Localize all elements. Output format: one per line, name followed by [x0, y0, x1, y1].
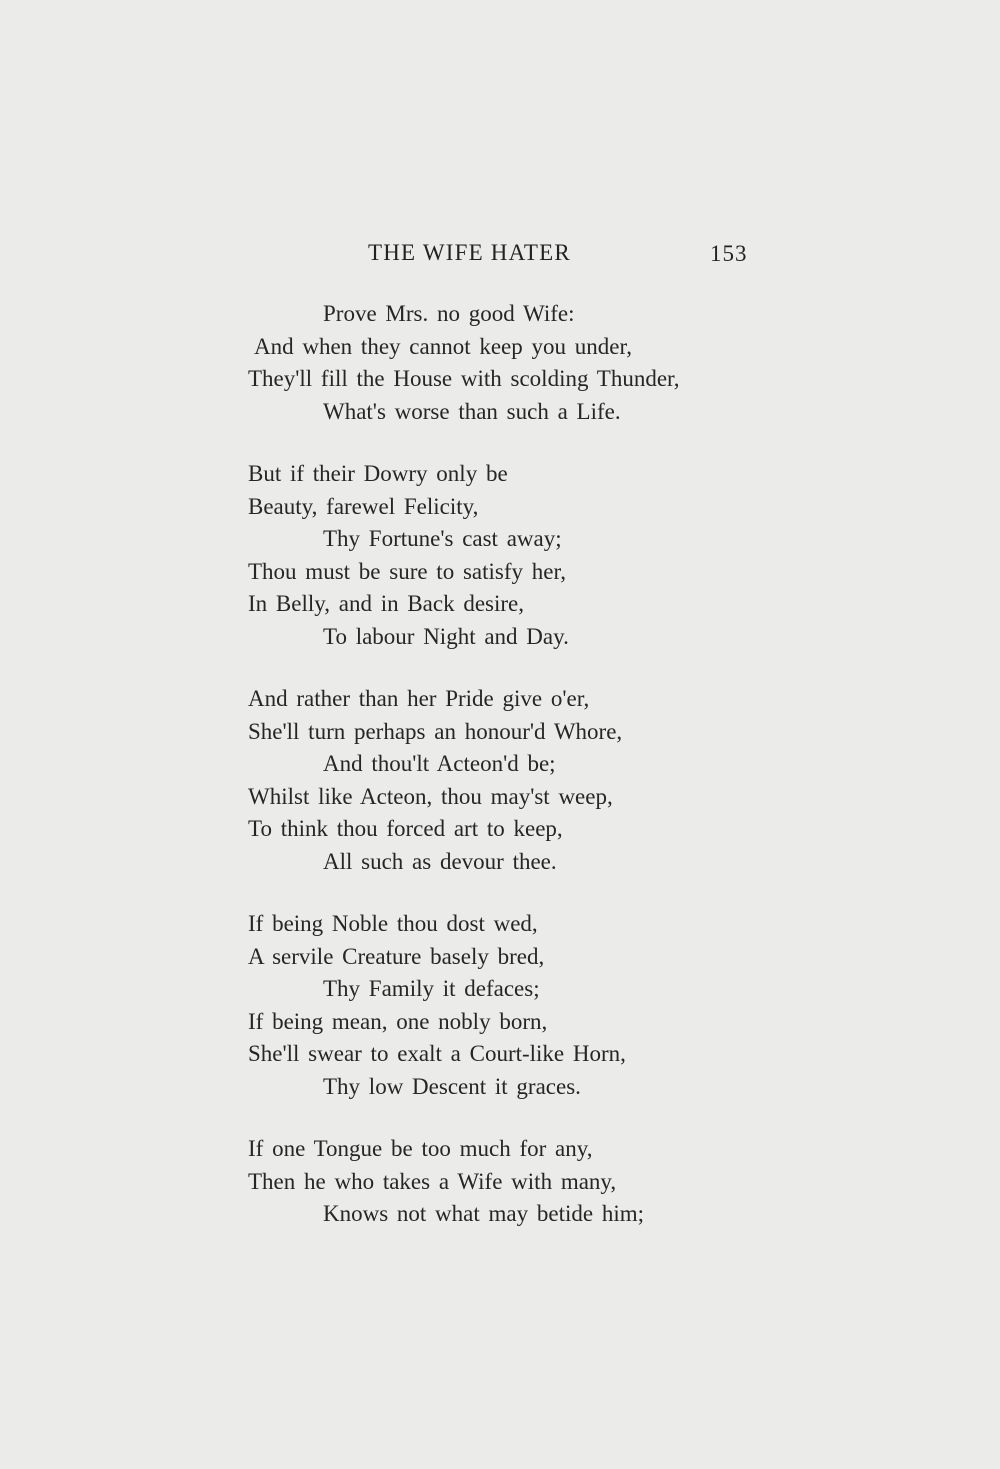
poem-line: If being mean, one nobly born,: [248, 1008, 548, 1034]
running-head: [0, 240, 1000, 274]
poem-line: And thou'lt Acteon'd be;: [323, 751, 556, 776]
poem-line: If being Noble thou dost wed,: [248, 911, 538, 936]
stanza: [248, 458, 788, 653]
poem-line: And rather than her Pride give o'er,: [248, 686, 590, 711]
stanza: [248, 683, 788, 878]
poem-line: And when they cannot keep you under,: [254, 333, 632, 359]
poem-line: To labour Night and Day.: [323, 623, 569, 649]
poem-line: Prove Mrs. no good Wife:: [323, 301, 575, 326]
poem: [248, 298, 788, 1261]
poem-line: But if their Dowry only be: [248, 461, 508, 486]
poem-line: A servile Creature basely bred,: [248, 943, 545, 969]
page-number: 153: [710, 241, 748, 266]
poem-line: Thou must be sure to satisfy her,: [248, 558, 566, 584]
poem-line: Thy Family it defaces;: [323, 976, 540, 1001]
poem-line: What's worse than such a Life.: [323, 398, 621, 424]
poem-line: Thy Fortune's cast away;: [323, 526, 562, 551]
stanza: [248, 298, 788, 428]
poem-line: She'll turn perhaps an honour'd Whore,: [248, 718, 623, 744]
poem-line: Then he who takes a Wife with many,: [248, 1168, 617, 1194]
poem-line: Knows not what may betide him;: [323, 1201, 644, 1226]
stanza: [248, 1133, 788, 1231]
running-title: THE WIFE HATER: [368, 240, 571, 265]
poem-line: In Belly, and in Back desire,: [248, 591, 525, 616]
poem-line: All such as devour thee.: [323, 848, 557, 874]
poem-line: Thy low Descent it graces.: [323, 1073, 581, 1099]
stanza: [248, 908, 788, 1103]
poem-line: Whilst like Acteon, thou may'st weep,: [248, 783, 613, 809]
poem-line: They'll fill the House with scolding Thunder,: [248, 366, 680, 391]
poem-line: If one Tongue be too much for any,: [248, 1136, 593, 1161]
poem-line: To think thou forced art to keep,: [248, 816, 563, 841]
poem-line: Beauty, farewel Felicity,: [248, 493, 479, 519]
poem-line: She'll swear to exalt a Court-like Horn,: [248, 1041, 626, 1066]
